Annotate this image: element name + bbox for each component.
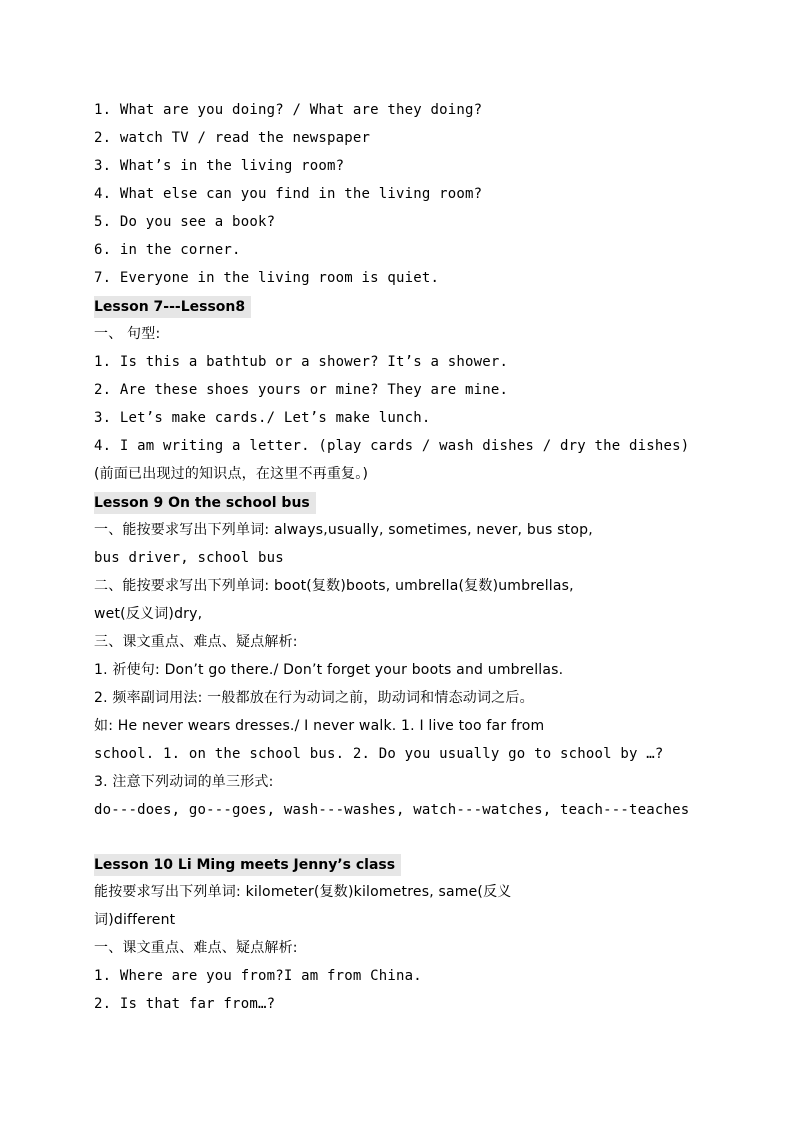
- text-line: 6. in the corner.: [94, 242, 241, 258]
- text-line: 5. Do you see a book?: [94, 214, 276, 230]
- lesson-heading: Lesson 7---Lesson8: [94, 296, 251, 318]
- text-line: 如: He never wears dresses./ I never walk. 1. I live too far from: [94, 718, 545, 734]
- text-line: 2. watch TV / read the newspaper: [94, 130, 371, 146]
- text-line: 3. What’s in the living room?: [94, 158, 345, 174]
- lesson-7-8-section: [94, 292, 704, 488]
- text-line: 2. Are these shoes yours or mine? They are mine.: [94, 382, 509, 398]
- text-line: 1. What are you doing? / What are they doing?: [94, 102, 483, 118]
- text-line: 3. 注意下列动词的单三形式:: [94, 774, 274, 790]
- analysis-title: 一、课文重点、难点、疑点解析:: [94, 940, 298, 956]
- text-line: 2. 频率副词用法: 一般都放在行为动词之前，助动词和情态动词之后。: [94, 690, 534, 706]
- lesson-heading: Lesson 9 On the school bus: [94, 492, 316, 514]
- analysis-title: 三、课文重点、难点、疑点解析:: [94, 634, 298, 650]
- vocab-item: 一、能按要求写出下列单词: always,usually, sometimes, never, bus stop,: [94, 522, 593, 538]
- text-line: 4. What else can you find in the living room?: [94, 186, 483, 202]
- section-a: [94, 96, 704, 292]
- lesson-heading: Lesson 10 Li Ming meets Jenny’s class: [94, 854, 401, 876]
- text-line: 7. Everyone in the living room is quiet.: [94, 270, 440, 286]
- vocab-item-cont: bus driver, school bus: [94, 550, 284, 566]
- lesson-10-section: [94, 850, 704, 1018]
- vocab-item-cont: wet(反义词)dry,: [94, 606, 203, 622]
- text-line: 2. Is that far from…?: [94, 996, 276, 1012]
- verb-forms-line: do---does, go---goes, wash---washes, watch---watches, teach---teaches: [94, 802, 690, 818]
- lesson-9-section: [94, 488, 704, 824]
- text-line: 3. Let’s make cards./ Let’s make lunch.: [94, 410, 431, 426]
- text-line: 1. Where are you from?I am from China.: [94, 968, 422, 984]
- vocab-item: 能按要求写出下列单词: kilometer(复数)kilometres, same(反义: [94, 884, 512, 900]
- spacer: [94, 824, 704, 850]
- vocab-item-cont: 词)different: [94, 912, 176, 928]
- note-line: (前面已出现过的知识点，在这里不再重复。): [94, 466, 369, 482]
- text-line: 1. 祈使句: Don’t go there./ Don’t forget your boots and umbrellas.: [94, 662, 564, 678]
- document-page: [94, 96, 704, 1018]
- section-subtitle: 一、 句型:: [94, 326, 161, 342]
- text-line: 4. I am writing a letter. (play cards / wash dishes / dry the dishes): [94, 438, 690, 454]
- vocab-item: 二、能按要求写出下列单词: boot(复数)boots, umbrella(复数)umbrellas,: [94, 578, 574, 594]
- text-line: 1. Is this a bathtub or a shower? It’s a shower.: [94, 354, 509, 370]
- text-line: school. 1. on the school bus. 2. Do you usually go to school by …?: [94, 746, 664, 762]
